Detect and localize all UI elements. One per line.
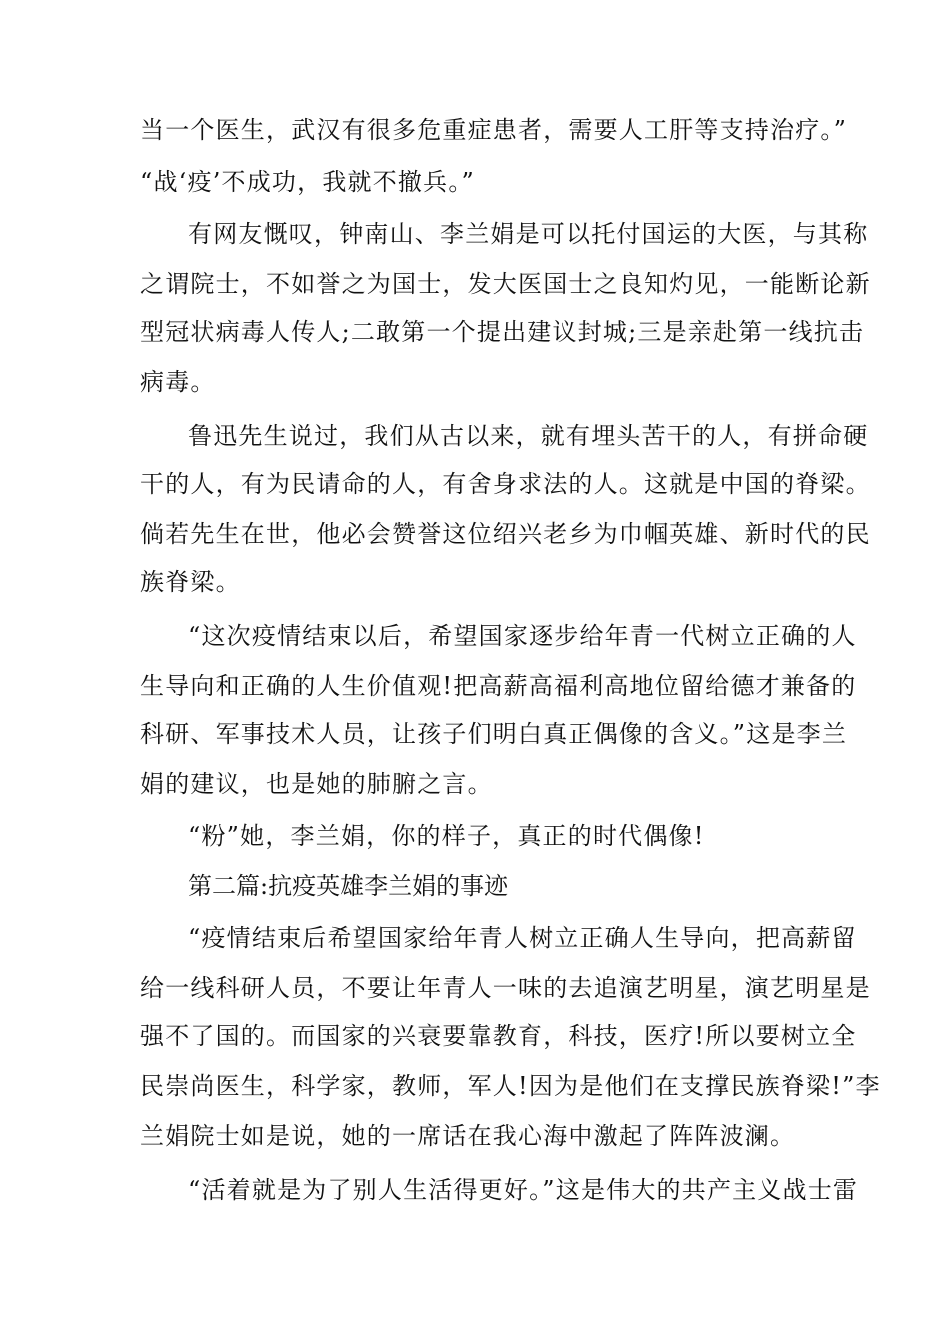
text-line: 之谓院士，不如誉之为国士，发大医国士之良知灼见，一能断论新 (140, 270, 871, 298)
text-line: 病毒。 (140, 368, 216, 396)
text-line: 给一线科研人员，不要让年青人一味的去追演艺明星，演艺明星是 (140, 974, 871, 1002)
section-heading: 第二篇:抗疫英雄李兰娟的事迹 (188, 872, 509, 900)
paragraph-first-line: “疫情结束后希望国家给年青人树立正确人生导向，把高薪留 (188, 924, 857, 952)
text-line: 族脊梁。 (140, 568, 241, 596)
paragraph-first-line: 鲁迅先生说过，我们从古以来，就有埋头苦干的人，有拼命硬 (188, 422, 869, 450)
paragraph-first-line: 有网友慨叹，钟南山、李兰娟是可以托付国运的大医，与其称 (188, 220, 869, 248)
paragraph-first-line: “这次疫情结束以后，希望国家逐步给年青一代树立正确的人 (188, 622, 857, 650)
text-line: 兰娟院士如是说，她的一席话在我心海中激起了阵阵波澜。 (140, 1122, 796, 1150)
paragraph-first-line: “活着就是为了别人生活得更好。”这是伟大的共产主义战士雷 (188, 1176, 859, 1204)
text-line: 当一个医生，武汉有很多危重症患者，需要人工肝等支持治疗。” (140, 116, 848, 144)
text-line: 科研、军事技术人员，让孩子们明白真正偶像的含义。”这是李兰 (140, 720, 848, 748)
text-line: 强不了国的。而国家的兴衰要靠教育，科技，医疗!所以要树立全 (140, 1022, 857, 1050)
text-line: 型冠状病毒人传人;二敢第一个提出建议封城;三是亲赴第一线抗击 (140, 318, 865, 346)
text-line: 倘若先生在世，他必会赞誉这位绍兴老乡为巾帼英雄、新时代的民 (140, 520, 871, 548)
text-line: 干的人，有为民请命的人，有舍身求法的人。这就是中国的脊梁。 (140, 470, 871, 498)
paragraph-first-line: “粉”她，李兰娟，你的样子，真正的时代偶像! (188, 822, 705, 850)
text-line: 生导向和正确的人生价值观!把高薪高福利高地位留给德才兼备的 (140, 672, 857, 700)
text-line: 民崇尚医生，科学家，教师，军人!因为是他们在支撑民族脊梁!”李 (140, 1072, 881, 1100)
text-line: “战‘疫’不成功，我就不撤兵。” (140, 168, 475, 196)
text-line: 娟的建议，也是她的肺腑之言。 (140, 770, 493, 798)
